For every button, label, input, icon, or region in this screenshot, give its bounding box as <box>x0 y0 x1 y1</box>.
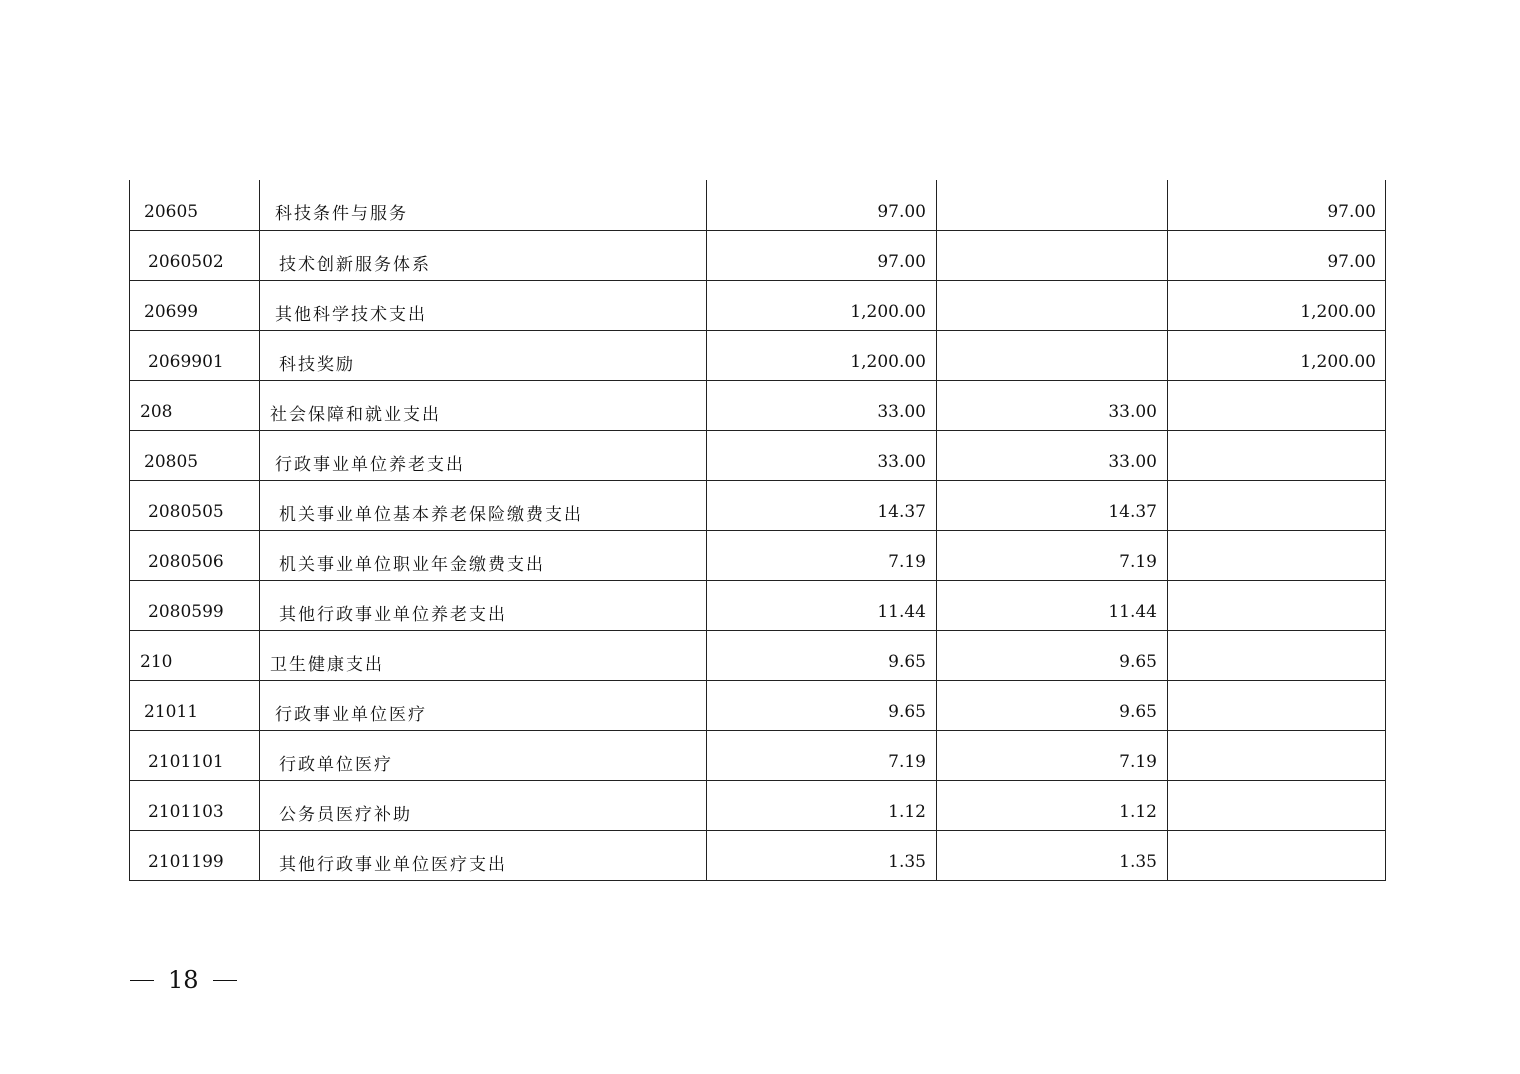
subject-code-cell: 208 <box>130 380 260 430</box>
subject-name-cell: 其他科学技术支出 <box>260 280 707 330</box>
total-amount-cell: 1.35 <box>707 830 937 880</box>
basic-expenditure-cell: 33.00 <box>937 380 1168 430</box>
basic-expenditure-cell <box>937 230 1168 280</box>
page-number-footer <box>130 966 237 994</box>
project-expenditure-cell: 1,200.00 <box>1168 330 1386 380</box>
subject-code-cell: 21011 <box>130 680 260 730</box>
subject-code-cell: 2080505 <box>130 480 260 530</box>
project-expenditure-cell <box>1168 530 1386 580</box>
total-amount-cell: 1,200.00 <box>707 330 937 380</box>
basic-expenditure-cell: 1.12 <box>937 780 1168 830</box>
subject-name-cell: 社会保障和就业支出 <box>260 380 707 430</box>
table-row <box>130 430 1386 480</box>
subject-name-cell: 行政单位医疗 <box>260 730 707 780</box>
total-amount-cell: 1,200.00 <box>707 280 937 330</box>
subject-code-cell: 210 <box>130 630 260 680</box>
project-expenditure-cell <box>1168 430 1386 480</box>
total-amount-cell: 11.44 <box>707 580 937 630</box>
subject-code-cell: 2069901 <box>130 330 260 380</box>
subject-name-cell: 其他行政事业单位养老支出 <box>260 580 707 630</box>
table-row <box>130 580 1386 630</box>
total-amount-cell: 9.65 <box>707 630 937 680</box>
basic-expenditure-cell: 7.19 <box>937 730 1168 780</box>
subject-name-cell: 公务员医疗补助 <box>260 780 707 830</box>
table-row <box>130 480 1386 530</box>
project-expenditure-cell <box>1168 380 1386 430</box>
total-amount-cell: 97.00 <box>707 180 937 230</box>
project-expenditure-cell <box>1168 480 1386 530</box>
total-amount-cell: 7.19 <box>707 730 937 780</box>
project-expenditure-cell <box>1168 580 1386 630</box>
table-row <box>130 180 1386 230</box>
table-body <box>130 180 1386 880</box>
basic-expenditure-cell: 33.00 <box>937 430 1168 480</box>
table-row <box>130 330 1386 380</box>
project-expenditure-cell <box>1168 780 1386 830</box>
subject-name-cell: 科技条件与服务 <box>260 180 707 230</box>
project-expenditure-cell <box>1168 830 1386 880</box>
subject-name-cell: 其他行政事业单位医疗支出 <box>260 830 707 880</box>
total-amount-cell: 33.00 <box>707 380 937 430</box>
table-row <box>130 680 1386 730</box>
budget-expenditure-table <box>129 180 1386 881</box>
table-row <box>130 230 1386 280</box>
subject-name-cell: 科技奖励 <box>260 330 707 380</box>
subject-code-cell: 2060502 <box>130 230 260 280</box>
basic-expenditure-cell <box>937 180 1168 230</box>
table-row <box>130 730 1386 780</box>
table-row <box>130 830 1386 880</box>
table-row <box>130 530 1386 580</box>
subject-code-cell: 2101101 <box>130 730 260 780</box>
project-expenditure-cell: 97.00 <box>1168 230 1386 280</box>
right-dash <box>213 980 237 981</box>
project-expenditure-cell <box>1168 630 1386 680</box>
project-expenditure-cell: 97.00 <box>1168 180 1386 230</box>
table-row <box>130 380 1386 430</box>
subject-name-cell: 技术创新服务体系 <box>260 230 707 280</box>
subject-name-cell: 机关事业单位基本养老保险缴费支出 <box>260 480 707 530</box>
subject-name-cell: 行政事业单位养老支出 <box>260 430 707 480</box>
subject-name-cell: 卫生健康支出 <box>260 630 707 680</box>
subject-code-cell: 20805 <box>130 430 260 480</box>
page-number: 18 <box>168 966 199 994</box>
subject-code-cell: 2101199 <box>130 830 260 880</box>
subject-name-cell: 行政事业单位医疗 <box>260 680 707 730</box>
total-amount-cell: 9.65 <box>707 680 937 730</box>
subject-code-cell: 2101103 <box>130 780 260 830</box>
basic-expenditure-cell <box>937 280 1168 330</box>
budget-table-container <box>129 180 1385 881</box>
basic-expenditure-cell <box>937 330 1168 380</box>
subject-code-cell: 2080599 <box>130 580 260 630</box>
basic-expenditure-cell: 9.65 <box>937 680 1168 730</box>
total-amount-cell: 1.12 <box>707 780 937 830</box>
total-amount-cell: 14.37 <box>707 480 937 530</box>
table-row <box>130 280 1386 330</box>
table-row <box>130 630 1386 680</box>
subject-code-cell: 20699 <box>130 280 260 330</box>
table-row <box>130 780 1386 830</box>
project-expenditure-cell <box>1168 680 1386 730</box>
left-dash <box>130 980 154 981</box>
project-expenditure-cell: 1,200.00 <box>1168 280 1386 330</box>
subject-name-cell: 机关事业单位职业年金缴费支出 <box>260 530 707 580</box>
basic-expenditure-cell: 9.65 <box>937 630 1168 680</box>
basic-expenditure-cell: 1.35 <box>937 830 1168 880</box>
subject-code-cell: 2080506 <box>130 530 260 580</box>
basic-expenditure-cell: 14.37 <box>937 480 1168 530</box>
total-amount-cell: 7.19 <box>707 530 937 580</box>
total-amount-cell: 97.00 <box>707 230 937 280</box>
basic-expenditure-cell: 11.44 <box>937 580 1168 630</box>
project-expenditure-cell <box>1168 730 1386 780</box>
total-amount-cell: 33.00 <box>707 430 937 480</box>
subject-code-cell: 20605 <box>130 180 260 230</box>
basic-expenditure-cell: 7.19 <box>937 530 1168 580</box>
